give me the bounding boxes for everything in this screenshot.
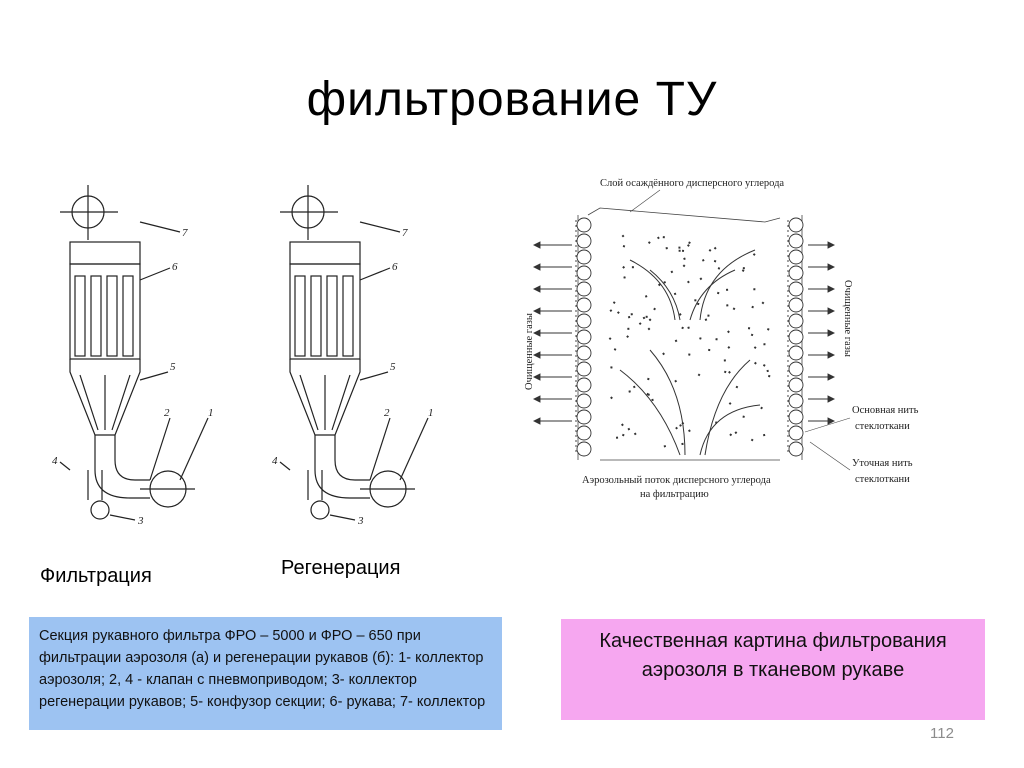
right-arrow-head — [828, 264, 834, 270]
carbon-particle — [662, 352, 665, 355]
carbon-particle — [613, 301, 616, 304]
carbon-particle — [714, 247, 717, 250]
left-arrow-head — [534, 264, 540, 270]
carbon-particle — [724, 359, 726, 361]
carbon-particle — [681, 327, 684, 330]
carbon-particle — [754, 362, 757, 365]
collector-3 — [311, 501, 329, 519]
sleeve — [343, 276, 353, 356]
warp-thread-circle — [577, 282, 591, 296]
carbon-particle — [763, 343, 765, 345]
part-label-4: 4 — [52, 455, 58, 467]
weft-leader — [810, 442, 850, 470]
carbon-particle — [675, 427, 678, 430]
carbon-particle — [651, 399, 653, 401]
carbon-particle — [698, 374, 701, 377]
collector-3 — [91, 501, 109, 519]
housing-top — [290, 242, 360, 264]
weft-thread-label: Уточная нить — [852, 458, 913, 469]
carbon-particle — [631, 313, 633, 315]
carbon-particle — [705, 318, 708, 321]
left-clean-gas-label: Очищенные газы — [524, 313, 535, 390]
carbon-particle — [727, 346, 730, 349]
carbon-particle — [648, 241, 651, 244]
right-clean-gas-label: Очищенные газы — [842, 280, 853, 357]
warp-thread-circle — [789, 234, 803, 248]
warp-thread-circle — [789, 410, 803, 424]
carbon-particle — [622, 434, 625, 437]
carbon-particle — [751, 306, 754, 309]
right-arrow-head — [828, 374, 834, 380]
carbon-particle — [622, 235, 625, 238]
part-label-7: 7 — [402, 227, 408, 239]
warp-thread-circle — [577, 266, 591, 280]
slide-title: фильтрование ТУ — [306, 73, 718, 126]
carbon-particle — [699, 337, 701, 339]
carbon-particle — [682, 250, 684, 252]
carbon-particle — [748, 327, 750, 329]
carbon-particle — [733, 307, 736, 310]
carbon-particle — [687, 244, 690, 247]
warp-thread-circle — [577, 314, 591, 328]
left-arrow-head — [534, 286, 540, 292]
carbon-particle — [616, 437, 618, 439]
carbon-particle — [632, 266, 634, 268]
left-arrow-head — [534, 396, 540, 402]
sleeve-section — [70, 264, 140, 359]
carbon-particle — [767, 328, 770, 331]
sleeve — [107, 276, 117, 356]
fabric-weave — [576, 218, 803, 456]
carbon-particle — [688, 241, 691, 244]
carbon-particle — [734, 431, 737, 434]
carbon-particle — [751, 334, 754, 337]
carbon-particle — [614, 348, 617, 351]
right-arrow-head — [828, 242, 834, 248]
part-label-6: 6 — [392, 261, 398, 273]
part-label-4: 4 — [272, 455, 278, 467]
regeneration-caption: Регенерация — [281, 557, 401, 579]
carbon-particle — [687, 327, 689, 329]
carbon-particle — [621, 423, 624, 426]
carbon-particle — [610, 396, 613, 399]
carbon-particle — [718, 267, 721, 270]
warp-thread-circle — [789, 346, 803, 360]
housing-top — [70, 242, 140, 264]
carbon-particle — [657, 237, 660, 240]
carbon-particle — [617, 311, 620, 314]
part-label-5: 5 — [390, 361, 396, 373]
carbon-particle — [627, 328, 629, 330]
sleeve — [327, 276, 337, 356]
warp-thread-circle — [577, 234, 591, 248]
carbon-particle — [751, 439, 754, 442]
carbon-particle — [666, 247, 668, 249]
sleeve — [91, 276, 101, 356]
carbon-particle — [687, 281, 690, 284]
carbon-particle — [683, 264, 686, 267]
warp-thread-circle — [789, 266, 803, 280]
carbon-particle — [763, 364, 766, 367]
carbon-particle — [623, 245, 625, 247]
carbon-particle — [754, 346, 757, 349]
carbon-particle — [709, 249, 712, 252]
carbon-particle — [679, 424, 682, 427]
deposit-layer-leader — [630, 190, 660, 212]
warp-thread-circle — [789, 218, 803, 232]
sleeve — [311, 276, 321, 356]
warp-thread-circle — [577, 410, 591, 424]
carbon-particle — [702, 259, 705, 262]
carbon-particle — [663, 236, 665, 238]
carbon-particle — [679, 250, 681, 252]
part-label-2: 2 — [164, 407, 170, 419]
warp-thread-circle — [789, 314, 803, 328]
carbon-particle — [664, 445, 666, 447]
part-label-5: 5 — [170, 361, 176, 373]
carbon-particle — [634, 433, 637, 436]
carbon-particle — [753, 288, 755, 290]
carbon-particle — [729, 433, 732, 436]
sleeve-section — [290, 264, 360, 359]
warp-thread-circle — [577, 426, 591, 440]
sleeve — [75, 276, 85, 356]
weft-thread-label-2: стеклоткани — [855, 474, 910, 485]
part-label-7: 7 — [182, 227, 188, 239]
warp-thread-circle — [789, 298, 803, 312]
warp-thread-circle — [789, 426, 803, 440]
warp-thread-circle — [789, 378, 803, 392]
carbon-particle — [688, 353, 690, 355]
part-label-1: 1 — [428, 407, 434, 419]
right-arrow-head — [828, 286, 834, 292]
part-label-3: 3 — [138, 515, 144, 527]
carbon-particle — [688, 429, 691, 432]
carbon-particle — [678, 247, 680, 249]
warp-thread-circle — [577, 218, 591, 232]
carbon-particle — [653, 308, 656, 311]
part-label-3: 3 — [358, 515, 364, 527]
warp-thread-circle — [577, 378, 591, 392]
carbon-particle — [729, 402, 732, 405]
warp-thread-circle — [577, 346, 591, 360]
carbon-particle — [628, 390, 630, 392]
warp-thread-label-2: стеклоткани — [855, 421, 910, 432]
carbon-particle — [622, 266, 625, 269]
carbon-particle — [753, 253, 756, 256]
carbon-particle — [726, 289, 728, 291]
part-label-2: 2 — [384, 407, 390, 419]
carbon-particle — [707, 315, 709, 317]
filtration-caption: Фильтрация — [40, 565, 152, 587]
carbon-particle — [628, 316, 630, 318]
warp-leader — [805, 418, 850, 432]
description-box: Секция рукавного фильтра ФРО – 5000 и ФРО – 650 при фильтрации аэрозоля (а) и регенерации рукавов (б): 1- коллектор аэрозоля; 2, 4 - клапан с пневмоприводом; 3- коллектор регенерации рукавов; 5- конфузор секции; 6- рукава; 7- коллектор — [29, 617, 502, 730]
right-arrow-head — [828, 352, 834, 358]
carbon-particle — [742, 269, 745, 272]
carbon-particle — [674, 293, 677, 296]
carbon-particle — [700, 277, 703, 280]
carbon-particle — [626, 335, 629, 338]
carbon-particle — [728, 371, 731, 374]
carbon-particle — [715, 338, 717, 340]
carbon-particle — [727, 330, 730, 333]
right-arrow-head — [828, 330, 834, 336]
carbon-particle — [609, 337, 612, 340]
aerosol-flow-label: Аэрозольный поток дисперсного углерода — [582, 475, 771, 486]
sleeve-filtration-diagram — [510, 170, 930, 500]
carbon-particle — [675, 340, 678, 343]
carbon-particle — [639, 322, 642, 325]
left-arrow-head — [534, 418, 540, 424]
carbon-particle — [623, 276, 625, 278]
left-arrow-head — [534, 242, 540, 248]
warp-thread-circle — [789, 394, 803, 408]
carbon-particle — [768, 375, 770, 377]
carbon-particle — [726, 304, 728, 306]
carbon-particle — [717, 292, 719, 294]
carbon-particle — [647, 378, 649, 380]
carbon-particle — [708, 349, 710, 351]
page-number: 112 — [930, 725, 954, 742]
carbon-particle — [646, 316, 648, 318]
carbon-particle — [736, 386, 739, 389]
carbon-particle — [645, 295, 648, 298]
carbon-particle — [742, 416, 744, 418]
carbon-particle — [670, 271, 673, 274]
warp-thread-circle — [789, 282, 803, 296]
sleeve-caption-box: Качественная картина фильтрования аэрозоля в тканевом рукаве — [561, 619, 985, 720]
part-label-1: 1 — [208, 407, 214, 419]
sleeve — [295, 276, 305, 356]
part-label-6: 6 — [172, 261, 178, 273]
sleeve-walls — [578, 208, 802, 460]
carbon-particle — [610, 366, 612, 368]
warp-thread-circle — [789, 442, 803, 456]
carbon-particle — [724, 371, 727, 374]
aerosol-flow-label-2: на фильтрацию — [640, 489, 709, 500]
carbon-particle — [766, 370, 768, 372]
carbon-particles — [609, 235, 771, 448]
carbon-particle — [763, 434, 765, 436]
right-arrow-head — [828, 396, 834, 402]
carbon-particle — [627, 428, 630, 431]
carbon-particle — [760, 407, 763, 410]
carbon-particle — [683, 258, 686, 261]
carbon-particle — [649, 318, 652, 321]
warp-thread-circle — [577, 362, 591, 376]
flow-curves — [620, 250, 760, 455]
carbon-particle — [643, 317, 646, 320]
sleeve — [123, 276, 133, 356]
deposit-layer-label: Слой осаждённого дисперсного углерода — [600, 178, 785, 189]
warp-thread-circle — [577, 330, 591, 344]
warp-thread-label: Основная нить — [852, 405, 919, 416]
carbon-particle — [610, 309, 613, 312]
carbon-particle — [648, 328, 651, 331]
warp-thread-circle — [789, 330, 803, 344]
regeneration-diagram — [260, 180, 460, 535]
warp-thread-circle — [577, 394, 591, 408]
carbon-particle — [674, 380, 677, 383]
warp-thread-circle — [577, 298, 591, 312]
carbon-particle — [633, 386, 636, 389]
warp-thread-circle — [789, 362, 803, 376]
right-arrow-head — [828, 308, 834, 314]
warp-thread-circle — [789, 250, 803, 264]
carbon-particle — [694, 299, 696, 301]
filtration-diagram — [40, 180, 240, 535]
warp-thread-circle — [577, 250, 591, 264]
carbon-particle — [681, 443, 683, 445]
warp-thread-circle — [577, 442, 591, 456]
carbon-particle — [762, 302, 765, 305]
carbon-particle — [714, 260, 717, 263]
carbon-particle — [743, 267, 745, 269]
